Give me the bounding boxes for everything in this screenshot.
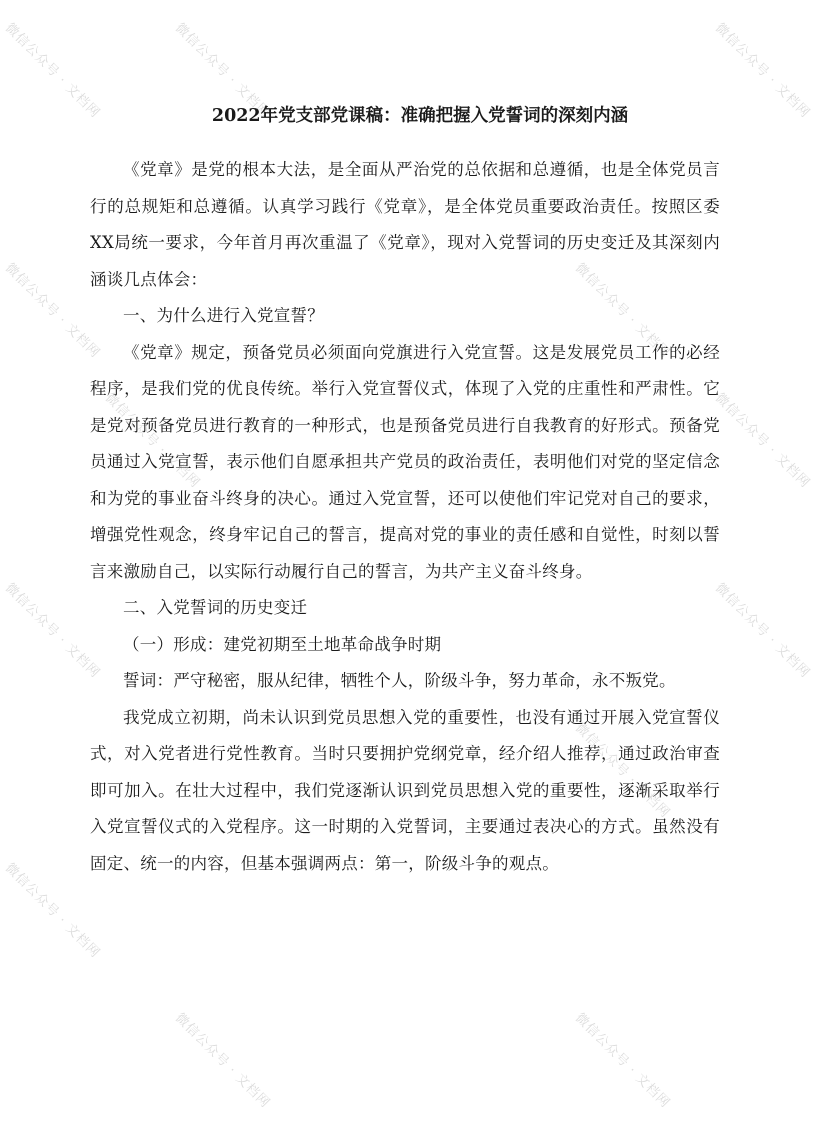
- watermark: 微信公众号 · 文档网: [571, 260, 673, 362]
- watermark: 微信公众号 · 文档网: [171, 1010, 273, 1112]
- document-page: [90, 98, 720, 882]
- watermark: 微信公众号 · 文档网: [1, 20, 103, 122]
- watermark: 微信公众号 · 文档网: [1, 860, 103, 962]
- paragraph-intro: 《党章》是党的根本大法，是全面从严治党的总依据和总遵循，也是全体党员言行的总规矩和总遵循。认真学习践行《党章》，是全体党员重要政治责任。按照区委XX局统一要求，今年首月再次重温了《党章》，现对入党誓词的历史变迁及其深刻内涵谈几点体会：: [90, 160, 720, 289]
- watermark: 微信公众号 · 文档网: [101, 390, 203, 492]
- watermark: 微信公众号 · 文档网: [1, 580, 103, 682]
- section-heading-2: 二、入党誓词的历史变迁: [123, 598, 308, 617]
- subsection-heading-1: （一）形成：建党初期至土地革命战争时期: [123, 634, 442, 654]
- watermark: 微信公众号 · 文档网: [571, 1010, 673, 1112]
- watermark: 微信公众号 · 文档网: [571, 720, 673, 822]
- paragraph-early-history: 我党成立初期，尚未认识到党员思想入党的重要性，也没有通过开展入党宣誓仪式，对入党者进行党性教育。当时只要拥护党纲党章，经介绍人推荐，通过政治审查即可加入。在壮大过程中，我们党逐渐认识到党员思想入党的重要性，逐渐采取举行入党宣誓仪式的入党程序。这一时期的入党誓词，主要通过表决心的方式。虽然没有固定、统一的内容，但基本强调两点：第一，阶级斗争的观点。: [90, 707, 720, 873]
- watermark: 微信公众号 · 文档网: [1, 260, 103, 362]
- watermark: 微信公众号 · 文档网: [171, 20, 273, 122]
- section-heading-1: 一、为什么进行入党宣誓？: [123, 306, 324, 325]
- paragraph-oath-purpose: 《党章》规定，预备党员必须面向党旗进行入党宣誓。这是发展党员工作的必经程序，是我们党的优良传统。举行入党宣誓仪式，体现了入党的庄重性和严肃性。它是党对预备党员进行教育的一种形式，也是预备党员进行自我教育的好形式。预备党员通过入党宣誓，表示他们自愿承担共产党员的政治责任，表明他们对党的坚定信念和为党的事业奋斗终身的决心。通过入党宣誓，还可以使他们牢记党对自己的要求，增强党性观念，终身牢记自己的誓言，提高对党的事业的责任感和自觉性，时刻以誓言来激励自己，以实际行动履行自己的誓言，为共产主义奋斗终身。: [90, 342, 720, 581]
- watermark: 微信公众号 · 文档网: [711, 20, 813, 122]
- watermark: 微信公众号 · 文档网: [711, 580, 813, 682]
- oath-text: 誓词：严守秘密，服从纪律，牺牲个人，阶级斗争，努力革命，永不叛党。: [123, 671, 676, 690]
- document-title: 2022年党支部党课稿：准确把握入党誓词的深刻内涵: [211, 106, 629, 126]
- watermark: 微信公众号 · 文档网: [711, 390, 813, 492]
